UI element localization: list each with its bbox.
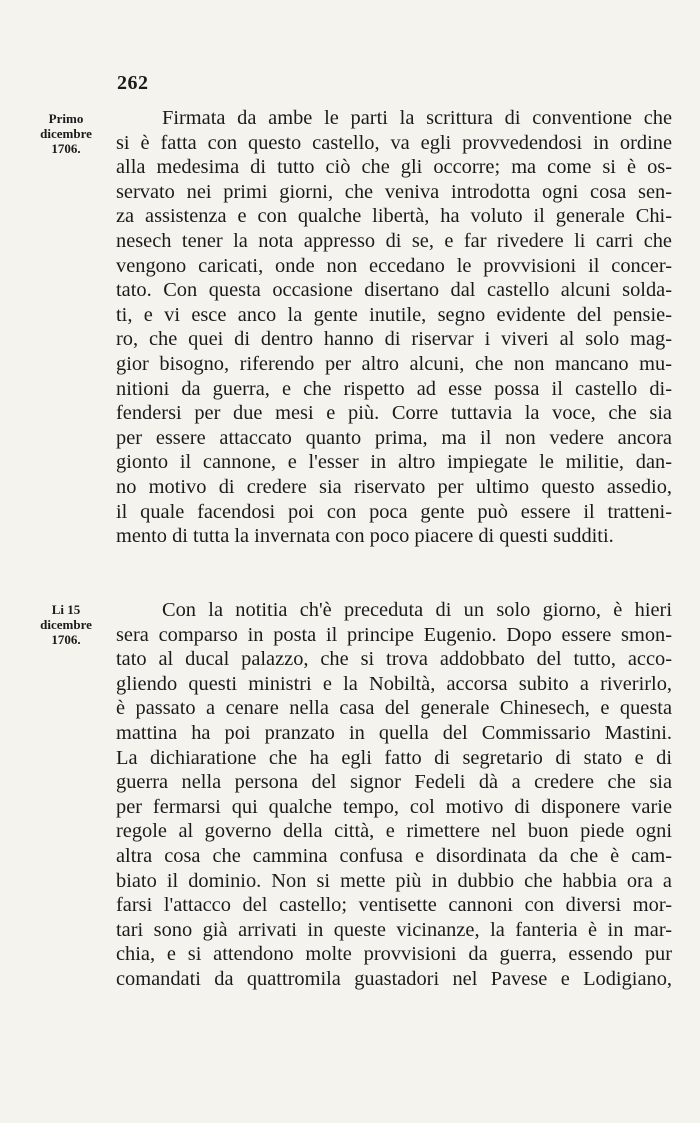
text-line: mento di tutta la invernata con poco piacere di questi sudditi. bbox=[116, 525, 614, 548]
margin-date-line: 1706. bbox=[51, 632, 81, 647]
text-line: biato il dominio. Non si mette più in dubbio che habbia ora a bbox=[116, 869, 672, 892]
text-line: gior bisogno, riferendo per altro alcuni, che non mancano mu- bbox=[116, 352, 672, 375]
text-line: guerra nella persona del signor Fedeli dà a credere che sia bbox=[116, 771, 672, 794]
margin-date-line: Primo bbox=[48, 111, 84, 126]
text-line: servato nei primi giorni, che veniva introdotta ogni cosa sen- bbox=[116, 180, 672, 203]
text-line: per fermarsi qui qualche tempo, col motivo di disponere varie bbox=[116, 795, 672, 818]
entry-paragraph bbox=[116, 598, 672, 992]
text-line: è passato a cenare nella casa del generale Chinesech, e questa bbox=[116, 697, 672, 720]
text-line: La dichiaratione che ha egli fatto di segretario di stato e di bbox=[116, 746, 672, 769]
text-line: il quale facendosi poi con poca gente può essere il tratteni- bbox=[116, 500, 672, 523]
text-line: farsi l'attacco del castello; ventisette cannoni con diversi mor- bbox=[116, 894, 672, 917]
text-line: si è fatta con questo castello, va egli provvedendosi in ordine bbox=[116, 131, 672, 154]
text-line: altra cosa che cammina confusa e disordinata da che è cam- bbox=[116, 844, 672, 867]
text-line: Con la notitia ch'è preceduta di un solo giorno, è hieri bbox=[162, 599, 672, 621]
text-line: gliendo questi ministri e la Nobiltà, accorsa subito a riverirlo, bbox=[116, 672, 672, 695]
text-line: per essere attaccato quanto prima, ma il non vedere ancora bbox=[116, 426, 672, 449]
margin-date-line: 1706. bbox=[51, 141, 81, 156]
text-line: alla medesima di tutto ciò che gli occorre; ma come si è os- bbox=[116, 156, 672, 179]
text-line: nitioni da guerra, e che rispetto ad esse possa il castello di- bbox=[116, 377, 672, 400]
text-line: Firmata da ambe le parti la scrittura di conventione che bbox=[162, 107, 672, 129]
margin-date-line: Li 15 bbox=[51, 602, 81, 617]
text-line: tato al ducal palazzo, che si trova addobbato del tutto, acco- bbox=[116, 648, 672, 671]
text-line: no motivo di credere sia riservato per ultimo questo assedio, bbox=[116, 475, 672, 498]
text-line: fendersi per due mesi e più. Corre tuttavia la voce, che sia bbox=[116, 402, 672, 425]
text-line: mattina ha poi pranzato in quella del Commissario Mastini. bbox=[116, 721, 672, 744]
text-line: tato. Con questa occasione disertano dal castello alcuni solda- bbox=[116, 279, 672, 302]
text-line: za assistenza e con qualche libertà, ha voluto il generale Chi- bbox=[116, 205, 672, 228]
margin-date-note bbox=[26, 111, 106, 156]
text-line: vengono caricati, onde non eccedano le provvisioni il concer- bbox=[116, 254, 672, 277]
text-line: nesech tener la nota appresso di se, e far rivedere li carri che bbox=[116, 229, 672, 252]
text-line: sera comparso in posta il principe Eugenio. Dopo essere smon- bbox=[116, 623, 672, 646]
text-line: gionto il cannone, e l'esser in altro impiegate le militie, dan- bbox=[116, 451, 672, 474]
text-line: chia, e si attendono molte provvisioni da guerra, essendo pur bbox=[116, 943, 672, 966]
text-line: tari sono già arrivati in queste vicinanze, la fanteria è in mar- bbox=[116, 918, 672, 941]
margin-date-line: dicembre bbox=[40, 126, 92, 141]
entry-paragraph bbox=[116, 106, 672, 549]
text-line: regole al governo della città, e rimettere nel buon piede ogni bbox=[116, 820, 672, 843]
margin-date-note bbox=[26, 602, 106, 647]
text-line: comandati da quattromila guastadori nel Pavese e Lodigiano, bbox=[116, 967, 672, 990]
margin-date-line: dicembre bbox=[40, 617, 92, 632]
page-number: 262 bbox=[117, 72, 149, 94]
text-line: ti, e vi esce anco la gente inutile, segno evidente del pensie- bbox=[116, 303, 672, 326]
text-line: ro, che quei di dentro hanno di riservar i viveri al solo mag- bbox=[116, 328, 672, 351]
